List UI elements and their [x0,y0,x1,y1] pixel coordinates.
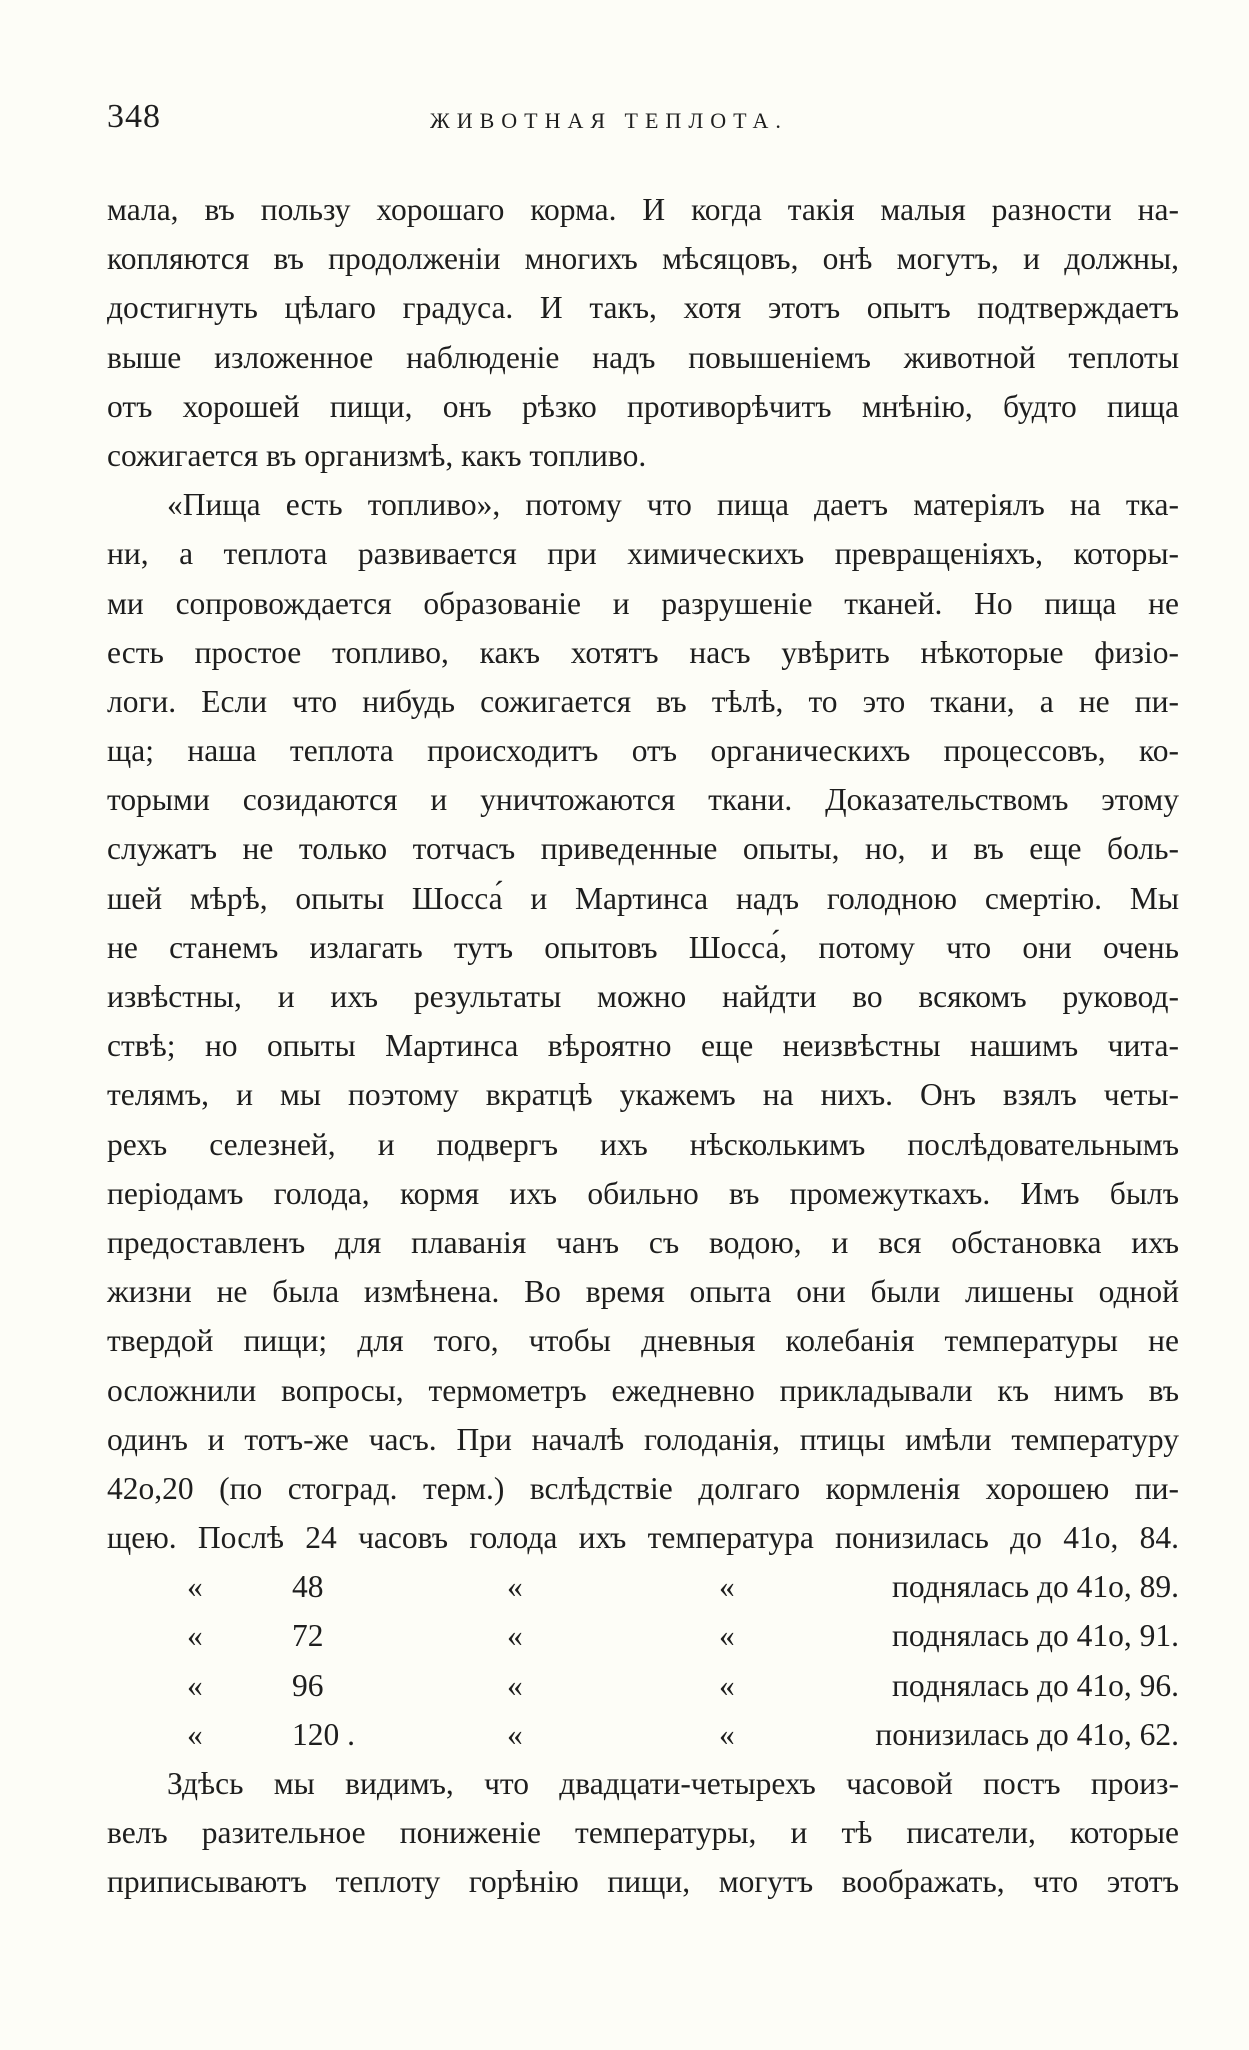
text-line: осложнили вопросы, термометръ ежедневно прикладывали къ нимъ въ [107,1372,1179,1408]
text-line: логи. Если что нибудь сожигается въ тѣлѣ, то это ткани, а не пи- [107,683,1179,719]
page-number: 348 [107,98,161,135]
result-cell: поднялась до 41о, 96. [891,1667,1179,1703]
running-title: ЖИВОТНАЯ ТЕПЛОТА. [430,108,788,133]
text-line: не станемъ излагать тутъ опытовъ Шосса́, потому что они очень [107,929,1179,965]
ditto-mark: « [719,1716,735,1752]
ditto-mark: « [719,1667,735,1703]
ditto-mark: « [187,1716,203,1752]
text-line: выше изложенное наблюденіе надъ повышеніемъ животной теплоты [107,339,1179,375]
hours-cell: 72 [292,1618,324,1654]
ditto-mark: « [187,1569,203,1605]
text-line: рехъ селезней, и подвергъ ихъ нѣсколькимъ послѣдовательнымъ [107,1126,1179,1162]
table-row [107,1710,1179,1759]
ditto-mark: « [507,1667,523,1703]
hours-cell: 120 . [292,1716,355,1752]
text-line: отъ хорошей пищи, онъ рѣзко противорѣчитъ мнѣнію, будто пища [107,388,1179,424]
ditto-mark: « [187,1667,203,1703]
result-cell: понизилась до 41о, 62. [875,1716,1179,1752]
table-row [107,1562,1179,1611]
text-line: торыми созидаются и уничтожаются ткани. Доказательствомъ этому [107,782,1179,818]
result-cell: поднялась до 41о, 91. [891,1618,1179,1654]
text-line: есть простое топливо, какъ хотятъ насъ увѣрить нѣкоторые физіо- [107,634,1179,670]
table-row [107,1611,1179,1660]
text-line: твердой пищи; для того, чтобы дневныя колебанія температуры не [107,1323,1179,1359]
ditto-mark: « [507,1618,523,1654]
ditto-mark: « [719,1618,735,1654]
ditto-mark: « [719,1569,735,1605]
ditto-mark: « [507,1569,523,1605]
temperature-table [107,1562,1179,1759]
text-line: извѣстны, и ихъ результаты можно найдти во всякомъ руковод- [107,979,1179,1014]
ditto-mark: « [507,1716,523,1752]
text-line: мала, въ пользу хорошаго корма. И когда такія малыя разности на- [107,192,1179,227]
text-line: велъ разительное пониженіе температуры, и тѣ писатели, которые [107,1815,1179,1851]
text-line: «Пища есть топливо», потому что пища даетъ матеріялъ на тка- [167,487,1179,523]
text-line: періодамъ голода, кормя ихъ обильно въ промежуткахъ. Имъ былъ [107,1175,1179,1211]
text-line: 42о,20 (по стоград. терм.) вслѣдствіе долгаго кормленія хорошею пи- [107,1470,1179,1506]
ditto-mark: « [187,1618,203,1654]
text-line: ствѣ; но опыты Мартинса вѣроятно еще неизвѣстны нашимъ чита- [107,1028,1179,1064]
text-line: ни, а теплота развивается при химическихъ превращеніяхъ, которы- [107,536,1179,572]
text-line: предоставленъ для плаванія чанъ съ водою, и вся обстановка ихъ [107,1224,1179,1260]
paragraph-food-fuel [107,480,1179,1562]
hours-cell: 96 [292,1667,324,1703]
text-line: достигнуть цѣлаго градуса. И такъ, хотя этотъ опытъ подтверждаетъ [107,290,1179,326]
text-line: ми сопровождается образованіе и разрушеніе тканей. Но пища не [107,585,1179,621]
body-text [107,185,1179,1907]
text-line: жизни не была измѣнена. Во время опыта они были лишены одной [107,1274,1179,1310]
hours-cell: 48 [292,1569,324,1605]
text-line: служатъ не только тотчасъ приведенные опыты, но, и въ еще боль- [107,831,1179,867]
text-line: приписываютъ теплоту горѣнію пищи, могутъ воображать, что этотъ [107,1864,1179,1900]
text-line: Здѣсь мы видимъ, что двадцати-четырехъ часовой постъ произ- [167,1766,1179,1802]
text-line: копляются въ продолженіи многихъ мѣсяцовъ, онѣ могутъ, и должны, [107,241,1179,277]
table-row [107,1661,1179,1710]
text-line: щею. Послѣ 24 часовъ голода ихъ температура понизилась до 41о, 84. [107,1520,1179,1556]
text-line: телямъ, и мы поэтому вкратцѣ укажемъ на нихъ. Онъ взялъ четы- [107,1077,1179,1113]
text-line: ща; наша теплота происходитъ отъ органическихъ процессовъ, ко- [107,733,1179,769]
text-line: сожигается въ организмѣ, какъ топливо. [107,437,647,473]
paragraph-continuation [107,185,1179,480]
text-line: шей мѣрѣ, опыты Шосса́ и Мартинса надъ голодною смертію. Мы [107,880,1179,916]
paragraph-conclusion [107,1759,1179,1907]
text-line: одинъ и тотъ-же часъ. При началѣ голоданія, птицы имѣли температуру [107,1421,1179,1457]
result-cell: поднялась до 41о, 89. [891,1569,1179,1605]
